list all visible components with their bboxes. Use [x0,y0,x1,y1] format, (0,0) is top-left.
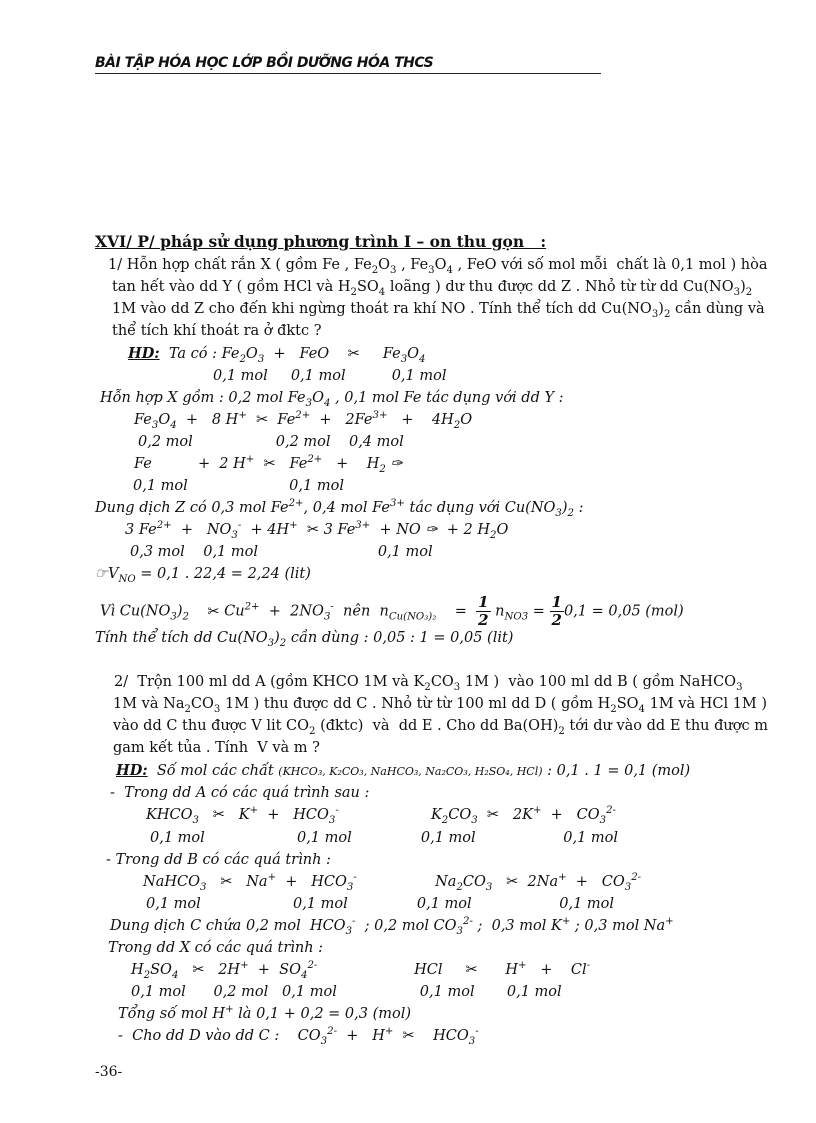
p1-vi-line: Vì $Cu(NO_3)_2$ ✂ $Cu^{2+} + 2NO_3^-$ nên $n_{Cu(NO_3)_2}$ = $\frac{1}{2}$ $n_{NO3}$ = $\frac{1}{2}$ 0,1 = 0,05 (mol) [100,593,684,629]
p2-total-line: Tổng số mol H+ là 0,1 + 0,2 = 0,3 (mol) [118,1004,412,1022]
p1-question-line2: tan hết vào dd Y ( gồm HCl và $H_2SO_4$ loãng ) dư thu được dd Z . Nhỏ từ từ dd $Cu(NO_3)_2$ [112,279,753,298]
p2-ddx-line: Trong dd X có các quá trình : [108,940,324,956]
p2-ddb-line: - Trong dd B có các quá trình : [106,852,331,868]
scissors-arrow-icon: ✂ [347,346,360,362]
page-header-title: BÀI TẬP HÓA HỌC LỚP BỒI DƯỠNG HÓA THCS [95,55,434,71]
p2-eq-khco3: $KHCO_3$ ✂ $K^+ + HCO_3^-$ $K_2CO_3$ ✂ $2K^+ + CO_3^{2-}$ [146,805,616,826]
p2-mol-line2: 0,1 mol 0,1 mol 0,1 mol 0,1 mol [146,896,615,912]
p2-question-line1: 2/ Trộn 100 ml dd A (gồm KHCO 1M và $K_2CO_3$ 1M ) vào 100 ml dd B ( gồm NaHCO$_3$ [114,674,743,693]
p1-question-line1: 1/ Hỗn hợp chất rắn X ( gồm Fe , $Fe_2O_3$ , $Fe_3O_4$ , FeO với số mol mỗi chất là 0,1 mol ) hòa [108,257,768,276]
p2-question-line2: 1M và $Na_2CO_3$ 1M ) thu được dd C . Nhỏ từ từ 100 ml dd D ( gồm $H_2SO_4$ 1M và HCl 1M ) [113,696,768,715]
p1-dz-line: Dung dịch Z có 0,3 mol $Fe^{2+}$, 0,4 mol $Fe^{3+}$ tác dụng với $Cu(NO_3)_2$ : [95,498,584,519]
p2-hd-line: HD: Số mol các chất (KHCO₃, K₂CO₃, NaHCO₃, Na₂CO₃, H₂SO₄, HCl) : 0,1 . 1 = 0,1 (mol) [116,762,691,779]
p2-mol-line3: 0,1 mol 0,2 mol 0,1 mol 0,1 mol 0,1 mol [131,984,562,1000]
p1-mol-line3: 0,1 mol 0,1 mol [133,478,344,494]
scissors-arrow-icon: ✂ [465,962,478,978]
scissors-arrow-icon: ✂ [263,456,276,472]
p2-mol-line1: 0,1 mol 0,1 mol 0,1 mol 0,1 mol [150,830,619,846]
p2-question-line4: gam kết tủa . Tính V và m ? [113,740,320,756]
p1-hd-line: HD: Ta có : $Fe_2O_3$ + FeO ✂ $Fe_3O_4$ [128,345,426,365]
hand-pointer-icon: ☞ [95,566,108,582]
p2-eq-h2so4: $H_2SO_4$ ✂ $2H^+ + SO_4^{2-}$ HCl ✂ H+ + Cl- [131,960,591,981]
p2-ddc-line: Dung dịch C chứa 0,2 mol $HCO_3^-$ ; 0,2 mol $CO_3^{2-}$ ; 0,3 mol K+ ; 0,3 mol Na+ [110,916,674,937]
scissors-arrow-icon: ✂ [256,412,269,428]
p2-dda-line: - Trong dd A có các quá trình sau : [110,785,370,801]
p1-eq1: $Fe_3O_4 + 8$ H+ ✂ $Fe^{2+} + 2Fe^{3+}$ + $4H_2O$ [134,410,473,431]
scissors-arrow-icon: ✂ [506,874,519,890]
p2-cho-line: - Cho dd D vào dd C : $CO_3^{2-} + H^+$ ✂ $HCO_3^-$ [118,1026,479,1047]
p2-eq-nahco3: NaHCO$_3$ ✂ $Na^+ + HCO_3^-$ $Na_2CO_3$ ✂ $2Na^+ + CO_3^{2-}$ [143,872,642,893]
up-arrow-icon: ✑ [390,456,403,472]
p1-vno-line: $☞V_{NO} = 0,1$ . 22,4 = 2,24 (lit) [95,566,311,585]
scissors-arrow-icon: ✂ [212,807,225,823]
scissors-arrow-icon: ✂ [402,1028,415,1044]
fraction-half: $\frac{1}{2}$ [478,593,489,629]
section-title: XVI/ P/ pháp sử dụng phương trình I – on thu gọn : [95,232,547,251]
scissors-arrow-icon: ✂ [192,962,205,978]
p1-mixture-line: Hỗn hợp X gồm : 0,2 mol $Fe_3O_4$ , 0,1 mol Fe tác dụng với dd Y : [100,390,564,409]
p1-volume-line: Tính thể tích dd $Cu(NO_3)_2$ cần dùng : 0,05 : 1 = 0,05 (lit) [95,630,514,649]
scissors-arrow-icon: ✂ [306,522,319,538]
p2-question-line3: vào dd C thu được V lit $CO_2$ (đktc) và dd E . Cho dd $Ba(OH)_2$ tới dư vào dd E thu được m [113,718,768,737]
p1-question-line3: 1M vào dd Z cho đến khi ngừng thoát ra khí NO . Tính thể tích dd $Cu(NO_3)_2$ cần dùng và [112,301,765,320]
p1-mol-line1: 0,1 mol 0,1 mol 0,1 mol [213,368,447,384]
up-arrow-icon: ✑ [425,522,438,538]
p1-mol-line4: 0,3 mol 0,1 mol 0,1 mol [130,544,433,560]
header-rule [95,73,601,74]
page-number: -36- [95,1064,123,1080]
fraction-half: $\frac{1}{2}$ [551,593,562,629]
p1-mol-line2: 0,2 mol 0,2 mol 0,4 mol [138,434,404,450]
p1-eq2: Fe + 2 H+ ✂ $Fe^{2+}$ + $H_2$ ✑ [134,454,403,475]
scissors-arrow-icon: ✂ [220,874,233,890]
scissors-arrow-icon: ✂ [486,807,500,823]
scissors-arrow-icon: ✂ [207,603,220,620]
p1-eq3: 3 $Fe^{2+} + NO_3^- + 4H^+$ ✂ 3 $Fe^{3+}$ + NO ✑ + 2 $H_2O$ [125,520,509,541]
p1-question-line4: thể tích khí thoát ra ở đktc ? [112,323,322,339]
